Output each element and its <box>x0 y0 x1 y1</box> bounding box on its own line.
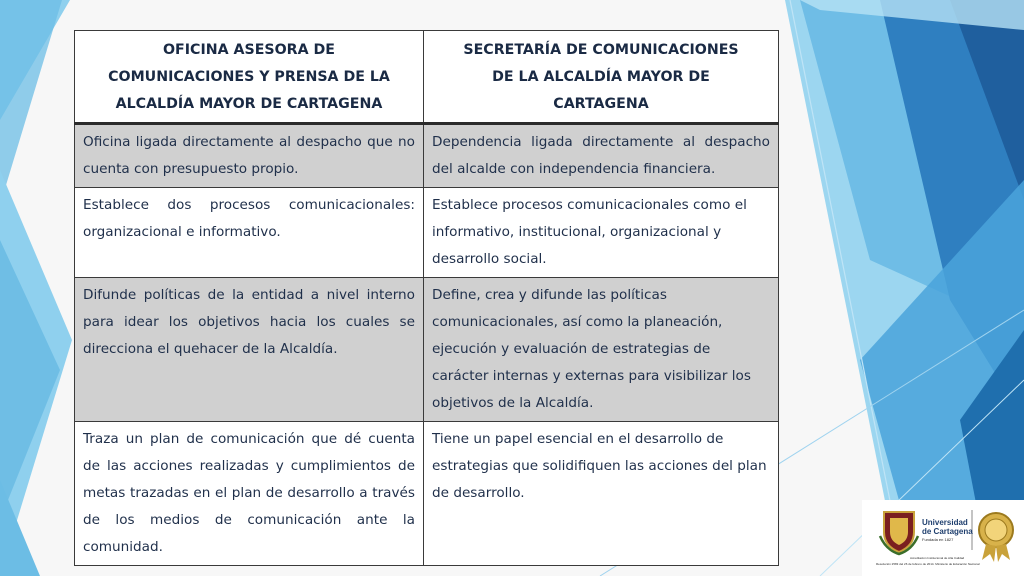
university-logo-block <box>872 506 1022 572</box>
table-header-row <box>75 31 779 124</box>
header-oficina-asesora: OFICINA ASESORA DE COMUNICACIONES Y PRENSA DE LA ALCALDÍA MAYOR DE CARTAGENA <box>75 31 424 124</box>
table-cell-left: Establece dos procesos comunicacionales: organizacional e informativo. <box>75 188 424 278</box>
table-cell-right: Define, crea y difunde las políticas comunicacionales, así como la planeación, ejecución y evaluación de estrategias de carácter internas y externas para visibilizar los objetivos de la Alcaldía. <box>424 278 779 422</box>
university-name-line1: Universidad <box>922 518 968 527</box>
table-cell-left: Traza un plan de comunicación que dé cuenta de las acciones realizadas y cumplimientos de metas trazadas en el plan de desarrollo a través de los medios de comunicación ante la comunidad. <box>75 422 424 566</box>
accreditation-text: Acreditación Institucional de Alta Calidad <box>910 556 965 560</box>
header-secretaria: SECRETARÍA DE COMUNICACIONES DE LA ALCALDÍA MAYOR DE CARTAGENA <box>424 31 779 124</box>
university-founded: Fundada en 1827 <box>922 537 954 542</box>
table-cell-right: Establece procesos comunicacionales como el informativo, institucional, organizacional y desarrollo social. <box>424 188 779 278</box>
table-row <box>75 188 779 278</box>
university-name-line2: de Cartagena <box>922 527 973 536</box>
table-cell-left: Difunde políticas de la entidad a nivel interno para idear los objetivos hacia los cuales se direcciona el quehacer de la Alcaldía. <box>75 278 424 422</box>
table-cell-right: Dependencia ligada directamente al despacho del alcalde con independencia financiera. <box>424 124 779 188</box>
table-row <box>75 124 779 188</box>
comparison-table <box>74 30 779 566</box>
table-cell-right: Tiene un papel esencial en el desarrollo de estrategias que solidifiquen las acciones del plan de desarrollo. <box>424 422 779 566</box>
table-row <box>75 278 779 422</box>
table-cell-left: Oficina ligada directamente al despacho que no cuenta con presupuesto propio. <box>75 124 424 188</box>
resolution-text: Resolución 2583 del 26 de febrero de 2014. Ministerio de Educación Nacional <box>876 562 980 566</box>
comparison-table-container <box>74 30 778 566</box>
table-row <box>75 422 779 566</box>
